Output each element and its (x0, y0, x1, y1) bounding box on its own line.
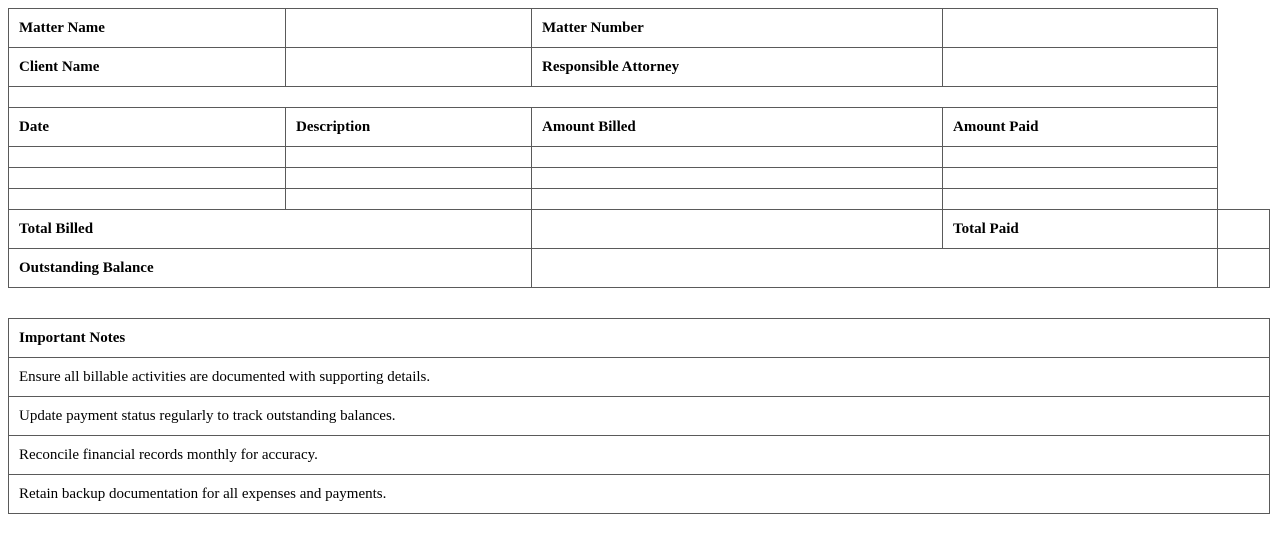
table-row-amount-paid-cell[interactable] (943, 147, 1217, 167)
note-item: Reconcile financial records monthly for accuracy. (19, 446, 318, 463)
responsible-attorney-field[interactable] (943, 48, 1217, 86)
column-header-date: Date (19, 118, 49, 135)
table-row-amount-paid-cell[interactable] (943, 189, 1217, 209)
client-name-label: Client Name (19, 58, 100, 75)
table-row-date-cell[interactable] (9, 147, 285, 167)
notes-heading: Important Notes (19, 329, 126, 346)
total-billed-field[interactable] (532, 210, 942, 248)
column-header-description: Description (296, 118, 371, 135)
note-item: Ensure all billable activities are documented with supporting details. (19, 368, 431, 385)
client-name-field[interactable] (286, 48, 531, 86)
total-paid-field[interactable] (1218, 210, 1269, 248)
table-row-description-cell[interactable] (286, 189, 531, 209)
note-item: Update payment status regularly to track outstanding balances. (19, 407, 396, 424)
column-header-amount-paid: Amount Paid (953, 118, 1039, 135)
table-row-amount-billed-cell[interactable] (532, 189, 942, 209)
table-row-description-cell[interactable] (286, 147, 531, 167)
table-row-amount-billed-cell[interactable] (532, 168, 942, 188)
grid-line (8, 287, 1270, 288)
table-row-date-cell[interactable] (9, 168, 285, 188)
matter-number-field[interactable] (943, 9, 1217, 47)
responsible-attorney-label: Responsible Attorney (542, 58, 680, 75)
grid-line (1269, 209, 1270, 288)
column-header-amount-billed: Amount Billed (542, 118, 636, 135)
grid-line (8, 513, 1270, 514)
table-row-date-cell[interactable] (9, 189, 285, 209)
table-row-amount-billed-cell[interactable] (532, 147, 942, 167)
note-item: Retain backup documentation for all expenses and payments. (19, 485, 387, 502)
table-row-description-cell[interactable] (286, 168, 531, 188)
matter-number-label: Matter Number (542, 19, 644, 36)
outstanding-balance-label: Outstanding Balance (19, 259, 154, 276)
total-paid-label: Total Paid (953, 220, 1019, 237)
outstanding-balance-field[interactable] (532, 249, 1217, 287)
grid-line (8, 86, 1218, 87)
matter-name-field[interactable] (286, 9, 531, 47)
matter-name-label: Matter Name (19, 19, 105, 36)
table-row-amount-paid-cell[interactable] (943, 168, 1217, 188)
grid-line (1269, 318, 1270, 514)
total-billed-label: Total Billed (19, 220, 94, 237)
